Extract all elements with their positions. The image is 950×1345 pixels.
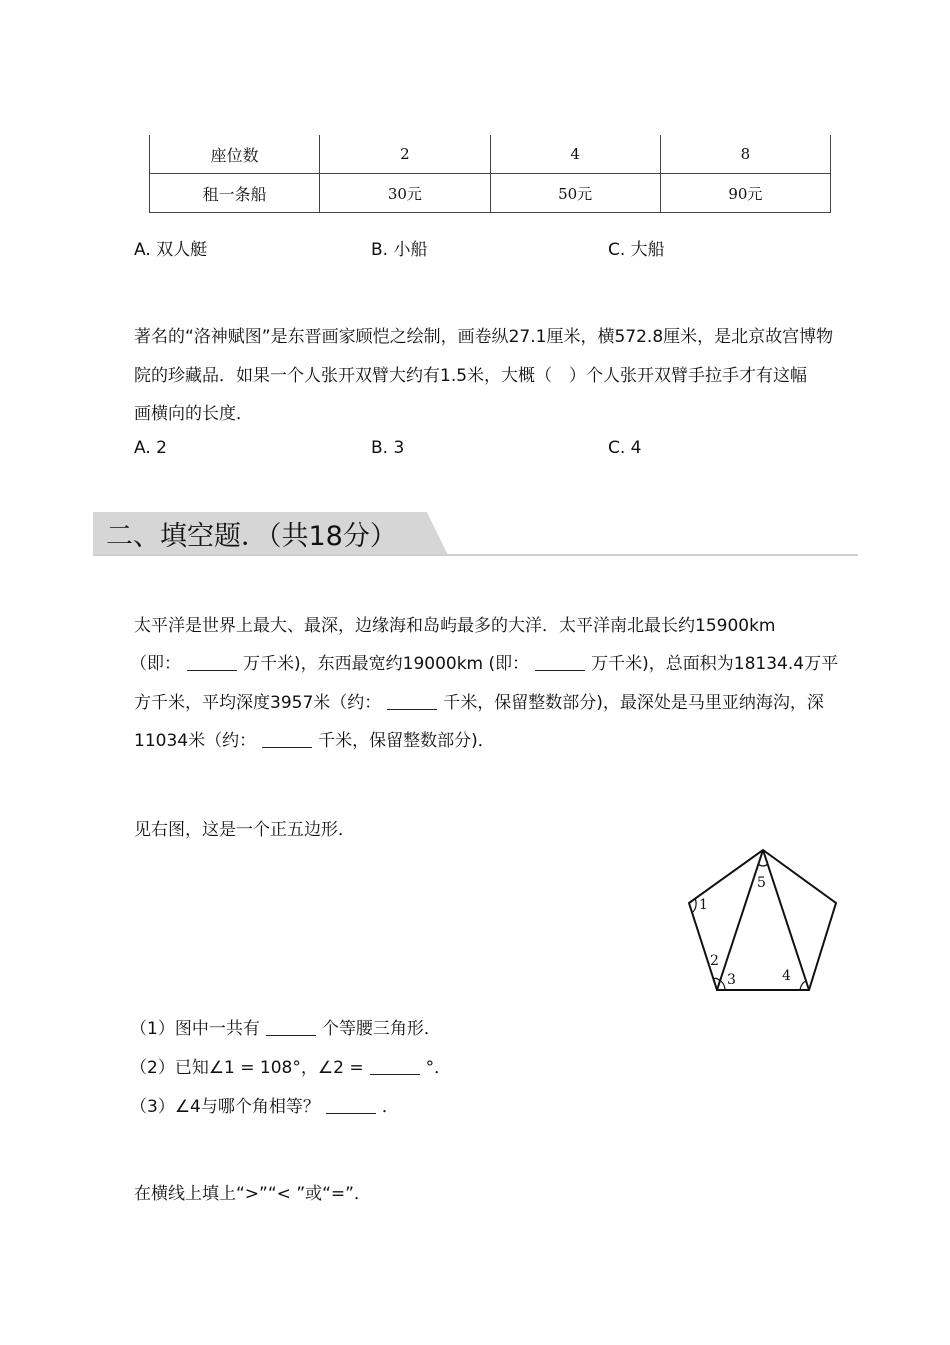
table-cell: 30元 [320,174,490,213]
angle-label: 3 [727,972,736,988]
answer-blank[interactable] [535,653,585,671]
table-row [150,135,831,174]
pentagon-outline [689,850,836,990]
table-cell: 2 [320,135,490,174]
boat-price-table [149,135,831,213]
question-text: 院的珍藏品．如果一个人张开双臂大约有1.5米，大概（ ）个人张开双臂手拉手才有这幅 [134,366,808,386]
answer-blank[interactable] [387,692,437,710]
answer-blank[interactable] [326,1096,376,1114]
sub-question: （3）∠4与哪个角相等？ ． [130,1097,399,1117]
section-divider [93,554,858,556]
table-cell: 8 [660,135,830,174]
angle-label: 4 [782,968,791,984]
table-cell: 90元 [660,174,830,213]
option-a[interactable]: A. 双人艇 [134,240,208,260]
table-cell: 50元 [490,174,660,213]
option-b[interactable]: B. 小船 [371,240,428,260]
angle-label: 5 [757,875,766,891]
answer-blank[interactable] [370,1057,420,1075]
diagonal-left [717,850,763,990]
answer-blank[interactable] [262,730,312,748]
table-row [150,174,831,213]
angle-label: 2 [710,953,719,969]
sub-question: （1）图中一共有 个等腰三角形． [130,1019,441,1039]
question-text: 太平洋是世界上最大、最深，边缘海和岛屿最多的大洋．太平洋南北最长约15900km [134,616,776,636]
question-text: 画横向的长度． [134,404,253,424]
angle-arc [758,864,768,866]
question-text: 在横线上填上“>”“< ”或“=”． [134,1184,371,1204]
question-text: 见右图，这是一个正五边形． [134,820,355,840]
question-text: 11034米（约： 千米，保留整数部分)． [134,731,495,751]
option-c[interactable]: C. 4 [608,438,642,458]
question-text: 方千米，平均深度3957米（约： 千米，保留整数部分)，最深处是马里亚纳海沟，深 [134,693,824,713]
section-title: 二、填空题．（共18分） [106,521,397,552]
question-text: （即： 万千米)，东西最宽约19000km (即： 万千米)，总面积为18134.4万平 [130,654,839,674]
answer-blank[interactable] [187,653,237,671]
option-a[interactable]: A. 2 [134,438,167,458]
option-b[interactable]: B. 3 [371,438,405,458]
table-row-label: 座位数 [150,135,320,174]
pentagon-figure [680,840,850,1000]
angle-label: 1 [699,897,708,913]
table-cell: 4 [490,135,660,174]
answer-blank[interactable] [266,1018,316,1036]
angle-arc [721,981,725,990]
sub-question: （2）已知∠1 = 108°，∠2 = °． [130,1058,452,1078]
question-text: 著名的“洛神赋图”是东晋画家顾恺之绘制，画卷纵27.1厘米，横572.8厘米，是北京故宫博物 [134,327,834,347]
table-row-label: 租一条船 [150,174,320,213]
option-c[interactable]: C. 大船 [608,240,665,260]
angle-arc [800,981,806,990]
